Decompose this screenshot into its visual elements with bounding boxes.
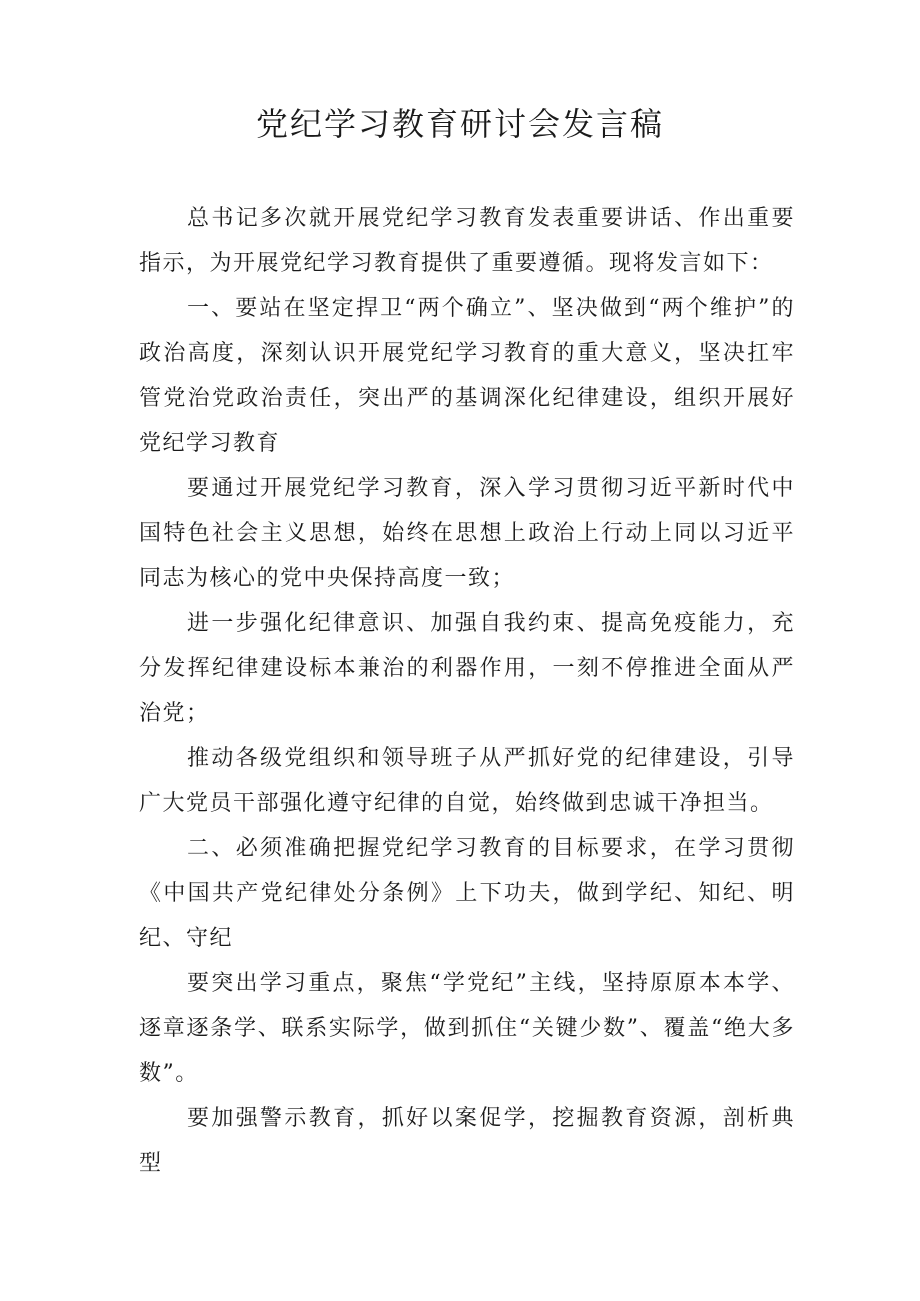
paragraph-warning-education: 要加强警示教育，抓好以案促学，挖掘教育资源，剖析典型 [139,1106,795,1176]
document-body [139,196,795,1186]
paragraph-section-two-heading: 二、必须准确把握党纪学习教育的目标要求，在学习贯彻《中国共产党纪律处分条例》上下功夫，做到学纪、知纪、明纪、守纪 [139,836,795,951]
paragraph-study-thought: 要通过开展党纪学习教育，深入学习贯彻习近平新时代中国特色社会主义思想，始终在思想上政治上行动上同以习近平同志为核心的党中央保持高度一致； [139,476,795,591]
paragraph-section-one-heading: 一、要站在坚定捍卫“两个确立”、坚决做到“两个维护”的政治高度，深刻认识开展党纪学习教育的重大意义，坚决扛牢管党治党政治责任，突出严的基调深化纪律建设，组织开展好党纪学习教育 [139,296,795,456]
paragraph-discipline-awareness: 进一步强化纪律意识、加强自我约束、提高免疫能力，充分发挥纪律建设标本兼治的利器作用，一刻不停推进全面从严治党； [139,611,795,726]
paragraph-party-organizations: 推动各级党组织和领导班子从严抓好党的纪律建设，引导广大党员干部强化遵守纪律的自觉，始终做到忠诚干净担当。 [139,746,795,816]
document-title: 党纪学习教育研讨会发言稿 [255,105,664,143]
paragraph-study-focus: 要突出学习重点，聚焦“学党纪”主线，坚持原原本本学、逐章逐条学、联系实际学，做到抓住“关键少数”、覆盖“绝大多数”。 [139,971,795,1086]
paragraph-intro: 总书记多次就开展党纪学习教育发表重要讲话、作出重要指示，为开展党纪学习教育提供了重要遵循。现将发言如下： [139,206,795,276]
